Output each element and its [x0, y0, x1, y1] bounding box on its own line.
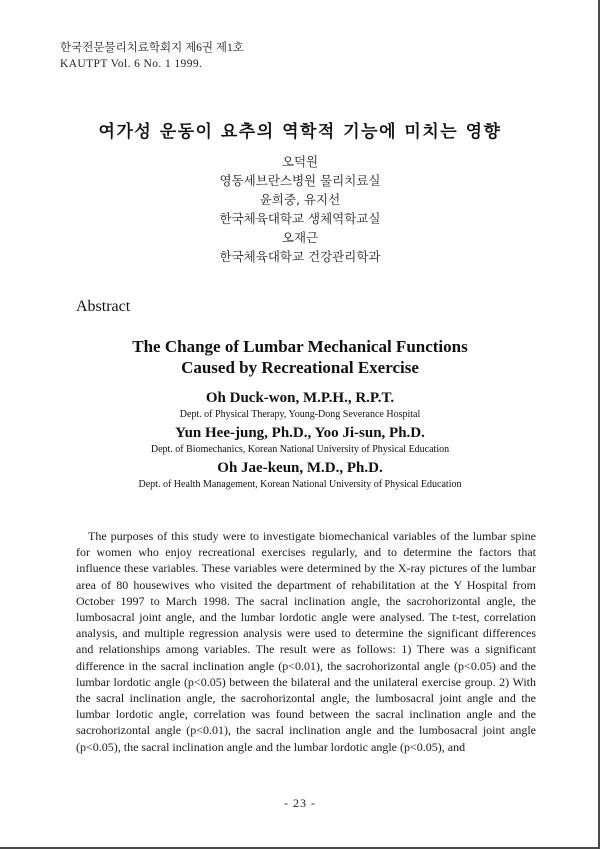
english-affiliation-3: Dept. of Health Management, Korean National University of Physical Education	[138, 479, 462, 490]
korean-author-1: 오덕원	[281, 154, 319, 169]
korean-title: 여가성 운동이 요추의 역학적 기능에 미치는 영향	[98, 122, 502, 142]
english-author-3: Oh Jae-keun, M.D., Ph.D.	[217, 460, 383, 476]
english-affiliation-2: Dept. of Biomechanics, Korean National University of Physical Education	[150, 444, 450, 455]
page-number: - 23 -	[284, 796, 316, 810]
abstract-body	[76, 528, 536, 755]
journal-header	[60, 40, 244, 72]
korean-affiliation-2: 한국체육대학교 생체역학교실	[219, 211, 381, 226]
english-author-2: Yun Hee-jung, Ph.D., Yoo Ji-sun, Ph.D.	[175, 425, 425, 441]
korean-affiliation-3: 한국체육대학교 건강관리학과	[219, 249, 381, 264]
korean-affiliation-1: 영동세브란스병원 물리치료실	[219, 173, 381, 188]
english-title-line-1: The Change of Lumbar Mechanical Functions	[132, 337, 468, 356]
english-author-1: Oh Duck-won, M.P.H., R.P.T.	[205, 390, 395, 406]
korean-authors	[0, 152, 600, 266]
english-affiliation-1: Dept. of Physical Therapy, Young-Dong Severance Hospital	[179, 409, 421, 420]
english-title-line-2: Caused by Recreational Exercise	[181, 358, 419, 377]
english-title	[0, 336, 600, 378]
english-authors	[0, 389, 600, 494]
journal-citation: KAUTPT Vol. 6 No. 1 1999.	[60, 58, 203, 70]
korean-author-2: 윤희중, 유지선	[259, 192, 341, 207]
korean-author-3: 오재근	[281, 230, 319, 245]
abstract-heading: Abstract	[76, 298, 131, 315]
journal-title-korean: 한국전문물리치료학회지 제6권 제1호	[60, 42, 244, 54]
abstract-paragraph: The purposes of this study were to investigate biomechanical variables of the lumbar spine for women who enjoy recreational exercises regularly, and to determine the factors that influence these variables. These variables were determined by the X-ray pictures of the lumbar area of 80 housewives who visited the department of rehabilitation at the Y Hospital from October 1997 to March 1998. The sacral inclination angle, the sacrohorizontal angle, the lumbosacral joint angle, and the lumbar lordotic angle were analysed. The t-test, correlation analysis, and multiple regression analysis were used to determine the significant differences and relationships among variables. The result were as follows: 1) There was a significant difference in the sacral inclination angle (p<0.01), the sacrohorizontal angle (p<0.05) and the lumbar lordotic angle (p<0.05) between the bilateral and the unilateral exercise group. 2) With the sacral inclination angle, the sacrohorizontal angle, the lumbosacral joint angle and the lumbar lordotic angle, correlation was found between the sacral inclination angle and the sacrohorizontal angle (p<0.01), the sacral inclination angle and the lumbosacral joint angle (p<0.05), the sacral inclination angle and the lumbar lordotic angle (p<0.05), and	[76, 529, 536, 754]
